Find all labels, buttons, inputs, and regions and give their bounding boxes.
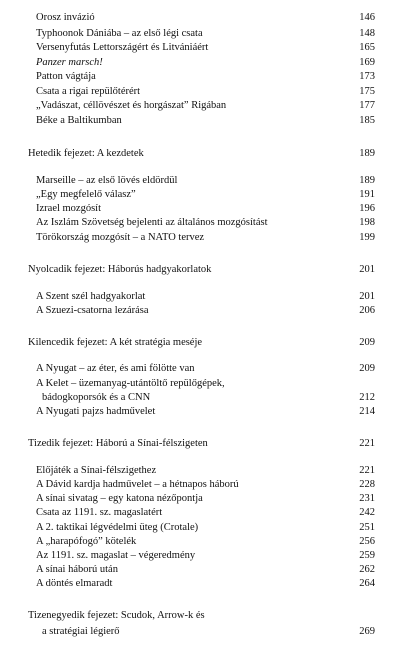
toc-entry <box>0 304 408 318</box>
toc-page-number: 231 <box>359 493 375 504</box>
toc-entry <box>0 492 408 506</box>
toc-title: A Nyugati pajzs hadművelet <box>36 406 156 417</box>
toc-page-number: 212 <box>359 392 375 403</box>
toc-title: „Egy megfelelő válasz” <box>36 189 136 200</box>
toc-page-number: 146 <box>359 12 375 23</box>
toc-page-number: 189 <box>359 175 375 186</box>
toc-entry <box>0 521 408 535</box>
toc-entry <box>0 231 408 245</box>
toc-title: A sínai sivatag – egy katona nézőpontja <box>36 493 203 504</box>
toc-entry <box>0 478 408 492</box>
toc-title: A Kelet – üzemanyag-utántöltő repülőgépek, <box>36 378 225 389</box>
toc-title: „Vadászat, céllövészet és horgászat” Rigában <box>36 100 227 111</box>
toc-chapter <box>0 336 408 350</box>
toc-entry <box>0 99 408 113</box>
toc-entry <box>0 11 408 25</box>
toc-entry <box>0 216 408 230</box>
toc-page-number: 173 <box>359 71 375 82</box>
toc-page-number: 256 <box>359 536 375 547</box>
toc-page-number: 185 <box>359 115 375 126</box>
toc-entry <box>0 535 408 549</box>
toc-title: Marseille – az első lövés eldördül <box>36 175 178 186</box>
toc-chapter <box>0 263 408 277</box>
toc-entry <box>0 577 408 591</box>
toc-entry <box>0 85 408 99</box>
toc-page-number: 169 <box>359 57 375 68</box>
toc-entry <box>0 405 408 419</box>
toc-chapter <box>0 437 408 451</box>
toc-page-number: 221 <box>359 465 375 476</box>
toc-title: Csata a rigai repülőtérért <box>36 86 141 97</box>
toc-entry <box>0 563 408 577</box>
toc-title: A 2. taktikai légvédelmi üteg (Crotale) <box>36 522 199 533</box>
toc-title: bádogkoporsók és a CNN <box>42 392 151 403</box>
toc-title: Versenyfutás Lettországért és Litvániáért <box>36 42 209 53</box>
toc-page-number: 269 <box>359 626 375 637</box>
toc-entry <box>0 290 408 304</box>
toc-page-number: 209 <box>359 337 375 348</box>
toc-page-number: 189 <box>359 148 375 159</box>
toc-title: A Szent szél hadgyakorlat <box>36 291 146 302</box>
toc-title: Patton vágtája <box>36 71 96 82</box>
toc-page-number: 165 <box>359 42 375 53</box>
toc-page-number: 196 <box>359 203 375 214</box>
toc-title: A sínai háború után <box>36 564 118 575</box>
toc-entry <box>0 625 408 639</box>
toc-page-number: 201 <box>359 264 375 275</box>
toc-page-number: 262 <box>359 564 375 575</box>
toc-entry <box>0 70 408 84</box>
toc-page-number: 209 <box>359 363 375 374</box>
toc-page-number: 175 <box>359 86 375 97</box>
toc-title: Hetedik fejezet: A kezdetek <box>28 148 144 159</box>
toc-title: Orosz invázió <box>36 12 95 23</box>
toc-page-number: 251 <box>359 522 375 533</box>
toc-title: Törökország mozgósít – a NATO tervez <box>36 232 205 243</box>
toc-title: Béke a Baltikumban <box>36 115 122 126</box>
toc-page-number: 191 <box>359 189 375 200</box>
toc-title: Tizedik fejezet: Háború a Sínai-félszigeten <box>28 438 208 449</box>
toc-entry <box>0 56 408 70</box>
toc-entry <box>0 188 408 202</box>
toc-title: Az 1191. sz. magaslat – végeredmény <box>36 550 196 561</box>
toc-title: Előjáték a Sínai-félszigethez <box>36 465 157 476</box>
toc-entry <box>0 391 408 405</box>
toc-title: A Szuezi-csatorna lezárása <box>36 305 149 316</box>
toc-entry <box>0 506 408 520</box>
toc-entry <box>0 114 408 128</box>
toc-title: Typhoonok Dániába – az első légi csata <box>36 28 203 39</box>
toc-entry <box>0 41 408 55</box>
toc-page-number: 242 <box>359 507 375 518</box>
toc-title: Nyolcadik fejezet: Háborús hadgyakorlatok <box>28 264 212 275</box>
toc-title: A döntés elmaradt <box>36 578 113 589</box>
toc-page-number: 221 <box>359 438 375 449</box>
toc-title: Izrael mozgósít <box>36 203 102 214</box>
toc-title: A Nyugat – az éter, és ami fölötte van <box>36 363 195 374</box>
toc-title: A „harapófogó” kötelék <box>36 536 137 547</box>
toc-page-number: 199 <box>359 232 375 243</box>
toc-title: A Dávid kardja hadművelet – a hétnapos háború <box>36 479 239 490</box>
toc-page-number: 201 <box>359 291 375 302</box>
toc-entry <box>0 377 408 391</box>
toc-title: Csata az 1191. sz. magaslatért <box>36 507 163 518</box>
toc-page-number: 177 <box>359 100 375 111</box>
toc-page-number: 214 <box>359 406 375 417</box>
toc-page-number: 148 <box>359 28 375 39</box>
toc-chapter <box>0 147 408 161</box>
toc-title: Panzer marsch! <box>36 57 103 68</box>
toc-page-number: 206 <box>359 305 375 316</box>
toc-chapter <box>0 609 408 623</box>
toc-entry <box>0 549 408 563</box>
toc-title: Az Iszlám Szövetség bejelenti az általános mozgósítást <box>36 217 268 228</box>
toc-page-number: 228 <box>359 479 375 490</box>
toc-entry <box>0 27 408 41</box>
toc-entry <box>0 362 408 376</box>
toc-page-number: 264 <box>359 578 375 589</box>
toc-title: a stratégiai légierő <box>42 626 120 637</box>
toc-title: Kilencedik fejezet: A két stratégia meséje <box>28 337 203 348</box>
toc-entry <box>0 202 408 216</box>
toc-page-number: 259 <box>359 550 375 561</box>
toc-entry <box>0 174 408 188</box>
toc-title: Tizenegyedik fejezet: Scudok, Arrow-k és <box>28 610 205 621</box>
toc-entry <box>0 464 408 478</box>
toc-page-number: 198 <box>359 217 375 228</box>
